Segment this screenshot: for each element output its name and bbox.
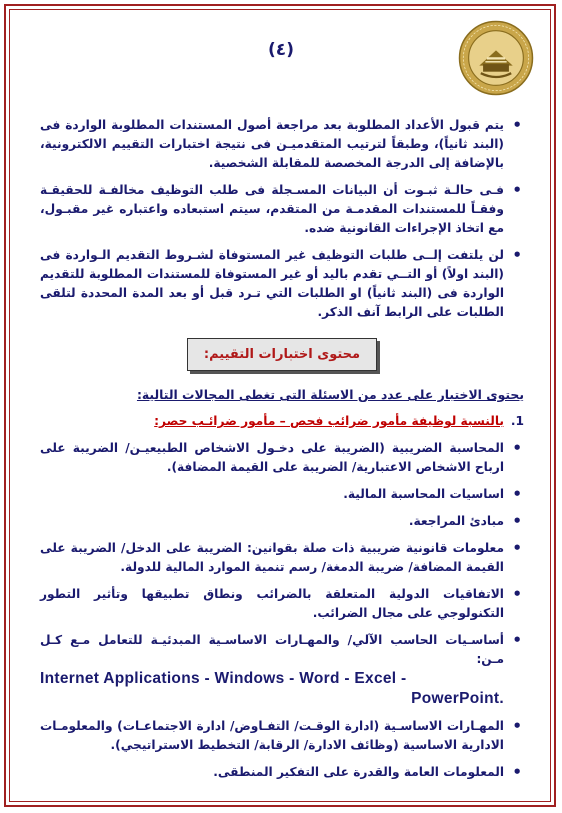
list-item-computer-skills — [40, 631, 524, 709]
software-line-2: PowerPoint. — [411, 690, 504, 707]
conditions-list — [40, 116, 524, 322]
section-title: محتوى اختبارات التقييم: — [187, 338, 377, 371]
software-line-1: Internet Applications - Windows - Word - Excel - — [40, 670, 407, 687]
heading-text: بالنسبة لوظيفة مأمور ضرائب فحص – مأمور ضرائـب حصر: — [154, 414, 504, 428]
section-title-wrap — [40, 338, 524, 371]
software-list — [40, 669, 504, 709]
list-item: • معلومات قانونية ضريبية ذات صلة بقوانين: الضريبة على الدخل/ الضريبة على القيمة المضافة/ ضريبة الدمغة/ رسم تنمية الموارد المالية للدولة. — [40, 539, 524, 577]
document-body — [40, 116, 524, 790]
computer-skills-text: أساسـيات الحاسب الآلي/ والمهـارات الاساسـية المبدئيـة للتعامل مـع كـل مـن: — [40, 633, 504, 666]
list-item: • فـى حالـة ثبـوت أن البيانات المسـجلة فى طلب التوظيف مخالفـة للحقيقـة وفقـاً للمستندات المقدمـة من المتقدم، سيتم استبعاده واعتباره غير مقبـول، مع اتخاذ الإجراءات القانونية ضده. — [40, 181, 524, 238]
list-item: • لن يلتفت إلــى طلبات التوظيف غير المستوفاة لشـروط التقديم الـواردة فى (البند اولاً) أو التــي تقدم باليد أو غير المستوفاة للمستندات المطلوبة للتقديم الواردة فى (البند ثانياً) او الطلبات التي تـرد قبل أو بعد المدة المحددة لتلقى الطلبات على الرابط آنف الذكر. — [40, 246, 524, 322]
list-item: • اساسيات المحاسبة المالية. — [40, 485, 524, 504]
topics-list — [40, 439, 524, 782]
numbered-heading — [40, 412, 524, 431]
list-item: • مبادئ المراجعة. — [40, 512, 524, 531]
intro-line: يحتوى الاختبار على عدد من الاسئلة التى تغطى المجالات التالية: — [136, 387, 524, 402]
list-item: • يتم قبول الأعداد المطلوبة بعد مراجعة أصول المستندات المطلوبة الواردة فى (البند ثانياً)، وطبقاً لترتيب المتقدميـن فى نتيجة اختبارات التقييم الالكترونية، بالإضافة إلى الدرجة المخصصة للمقابلة الشخصية. — [40, 116, 524, 173]
page-number: (٤) — [268, 40, 294, 60]
heading-number: 1. — [510, 414, 524, 428]
list-item: • المعلومات العامة والقدرة على التفكير المنطقى. — [40, 763, 524, 782]
list-item: • الاتفاقيات الدولية المتعلقة بالضرائب ونطاق تطبيقها وتأثير التطور التكنولوجي على مجال الضرائب. — [40, 585, 524, 623]
list-item: • المحاسبة الضريبية (الضريبة على دخـول الاشخاص الطبيعيـن/ الضريبة على ارباح الاشخاص الاعتبارية/ الضريبة على القيمة المضافة). — [40, 439, 524, 477]
list-item: • المهـارات الاساسـية (ادارة الوقـت/ التفـاوض/ ادارة الاجتماعـات) والمعلومـات الادارية الاساسية (وظائف الادارة/ الرقابة/ التخطيط الاستراتيجي). — [40, 717, 524, 755]
